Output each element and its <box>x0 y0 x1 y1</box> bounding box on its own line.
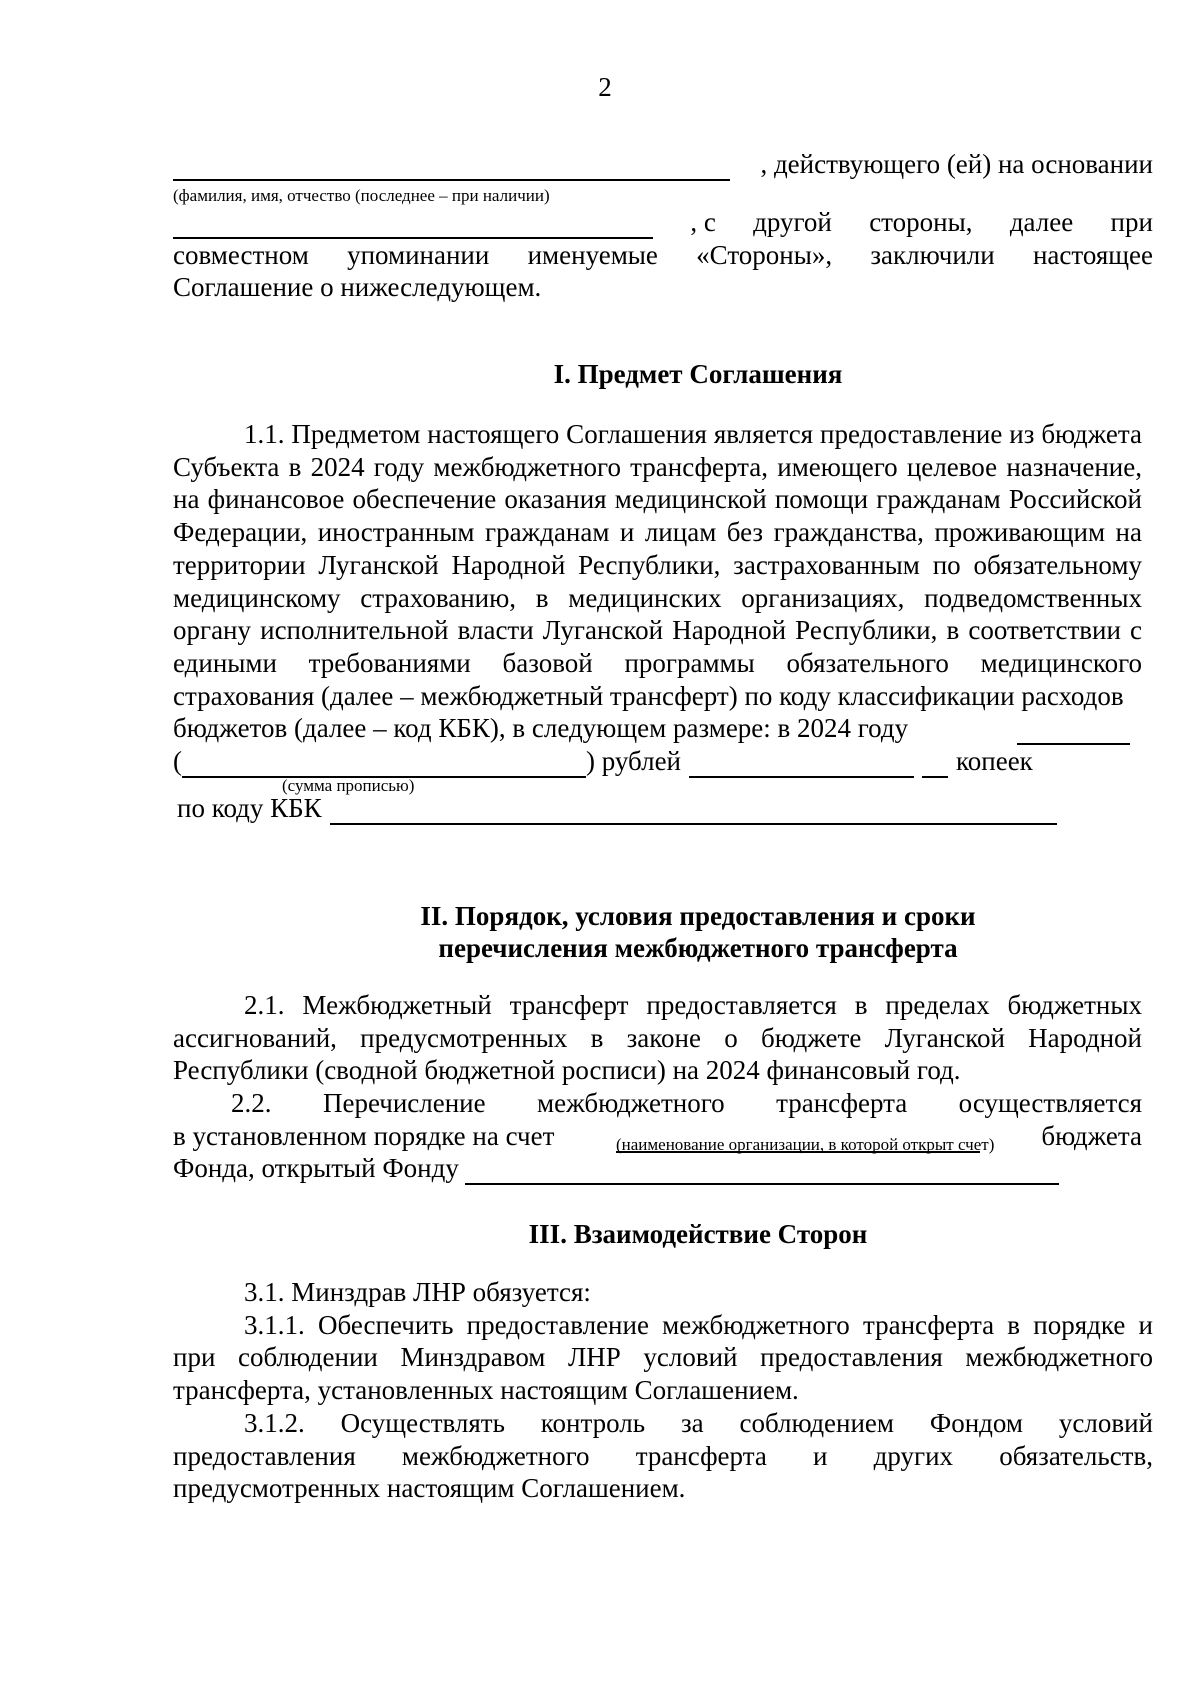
intro-w2: другой <box>753 206 832 237</box>
amount-digits-blank <box>1017 718 1130 745</box>
amount-kop-label: копеек <box>956 746 1033 776</box>
section-2-title-line-2: перечисления межбюджетного трансферта <box>438 933 958 963</box>
kop-blank <box>922 751 948 778</box>
intro-w3: стороны, <box>869 206 973 237</box>
p22-text-c: Фонда, открытый Фонду <box>173 1153 459 1184</box>
amount-open-paren: ( <box>173 746 182 776</box>
intro-line-1: , действующего (ей) на основании <box>760 148 1153 179</box>
p22-text-b: бюджета <box>1041 1120 1142 1151</box>
intro-block <box>173 148 1153 181</box>
para-3-1-1: 3.1.1. Обеспечить предоставление межбюджетного трансферта в порядке и при соблюдении Минздравом ЛНР условий предоставления межбюджетного трансферта, установленных настоящим Соглашением. <box>173 1309 1153 1406</box>
para-1-1-last-text: бюджетов (далее – код КБК), в следующем размере: в 2024 году <box>173 713 909 744</box>
intro-w4: далее <box>1009 206 1074 237</box>
intro-line-4: Соглашение о нижеследующем. <box>173 272 542 303</box>
rub-blank <box>689 751 914 778</box>
note-fio: (фамилия, имя, отчество (последнее – при наличии) <box>173 186 550 205</box>
amount-line <box>173 745 1142 778</box>
section-3-title: III. Взаимодействие Сторон <box>528 1219 868 1249</box>
section-2-title-line-1: II. Порядок, условия предоставления и сроки <box>420 901 976 931</box>
intro-w5: при <box>1110 206 1153 237</box>
section-1-title: I. Предмет Соглашения <box>553 359 843 389</box>
kbk-line <box>177 792 1057 825</box>
para-3-1-2: 3.1.2. Осуществлять контроль за соблюдением Фондом условий предоставления межбюджетного трансферта и других обязательств, предусмотренных настоящим Соглашением. <box>173 1407 1153 1504</box>
fio-blank-line <box>173 154 730 181</box>
intro-w1: , с <box>690 206 716 237</box>
section-1-body <box>173 418 1142 778</box>
org-name-blank <box>465 1158 1059 1185</box>
amount-words-blank <box>182 751 586 778</box>
para-2-1: 2.1. Межбюджетный трансферт предоставляется в пределах бюджетных ассигнований, предусмотренных в законе о бюджете Луганской Народной Республики (сводной бюджетной росписи) на 2024 финансовый год. <box>173 990 1142 1086</box>
page-number: 2 <box>598 72 612 102</box>
para-2-2-line-1: 2.2. Перечисление межбюджетного трансферта осуществляется <box>231 1088 1142 1119</box>
p22-text-a: в установленном порядке на счет <box>173 1120 555 1151</box>
intro-line-3: совместном упоминании именуемые «Стороны», заключили настоящее <box>173 239 1153 270</box>
para-3-1: 3.1. Минздрав ЛНР обязуется: <box>244 1277 591 1307</box>
para-2-2-line-3 <box>173 1153 1142 1186</box>
kbk-blank <box>330 798 1057 825</box>
org-blank-line <box>173 212 653 239</box>
section-3-body <box>173 1276 1153 1505</box>
kbk-label: по коду КБК <box>177 792 322 823</box>
intro-block-2 <box>173 206 1153 304</box>
amount-rub-label: ) рублей <box>586 746 682 776</box>
note-sum: (сумма прописью) <box>282 776 415 795</box>
section-2-body <box>173 989 1142 1185</box>
para-1-1-last-line <box>173 712 1142 745</box>
para-1-1: 1.1. Предметом настоящего Соглашения является предоставление из бюджета Субъекта в 2024 году межбюджетного трансферта, имеющего целевое назначение, на финансовое обеспечение оказания медицинской помощи гражданам Российской Федерации, иностранным гражданам и лицам без гражданства, проживающим на территории Луганской Народной Республики, застрахованным по обязательному медицинскому страхованию, в медицинских организациях, подведомственных органу исполнительной власти Луганской Народной Республики, в соответствии с едиными требованиями базовой программы обязательного медицинского страхования (далее – межбюджетный трансферт) по коду классификации расходов <box>173 419 1142 711</box>
note-org: (наименование организации, в которой открыт счет) <box>616 1135 995 1154</box>
